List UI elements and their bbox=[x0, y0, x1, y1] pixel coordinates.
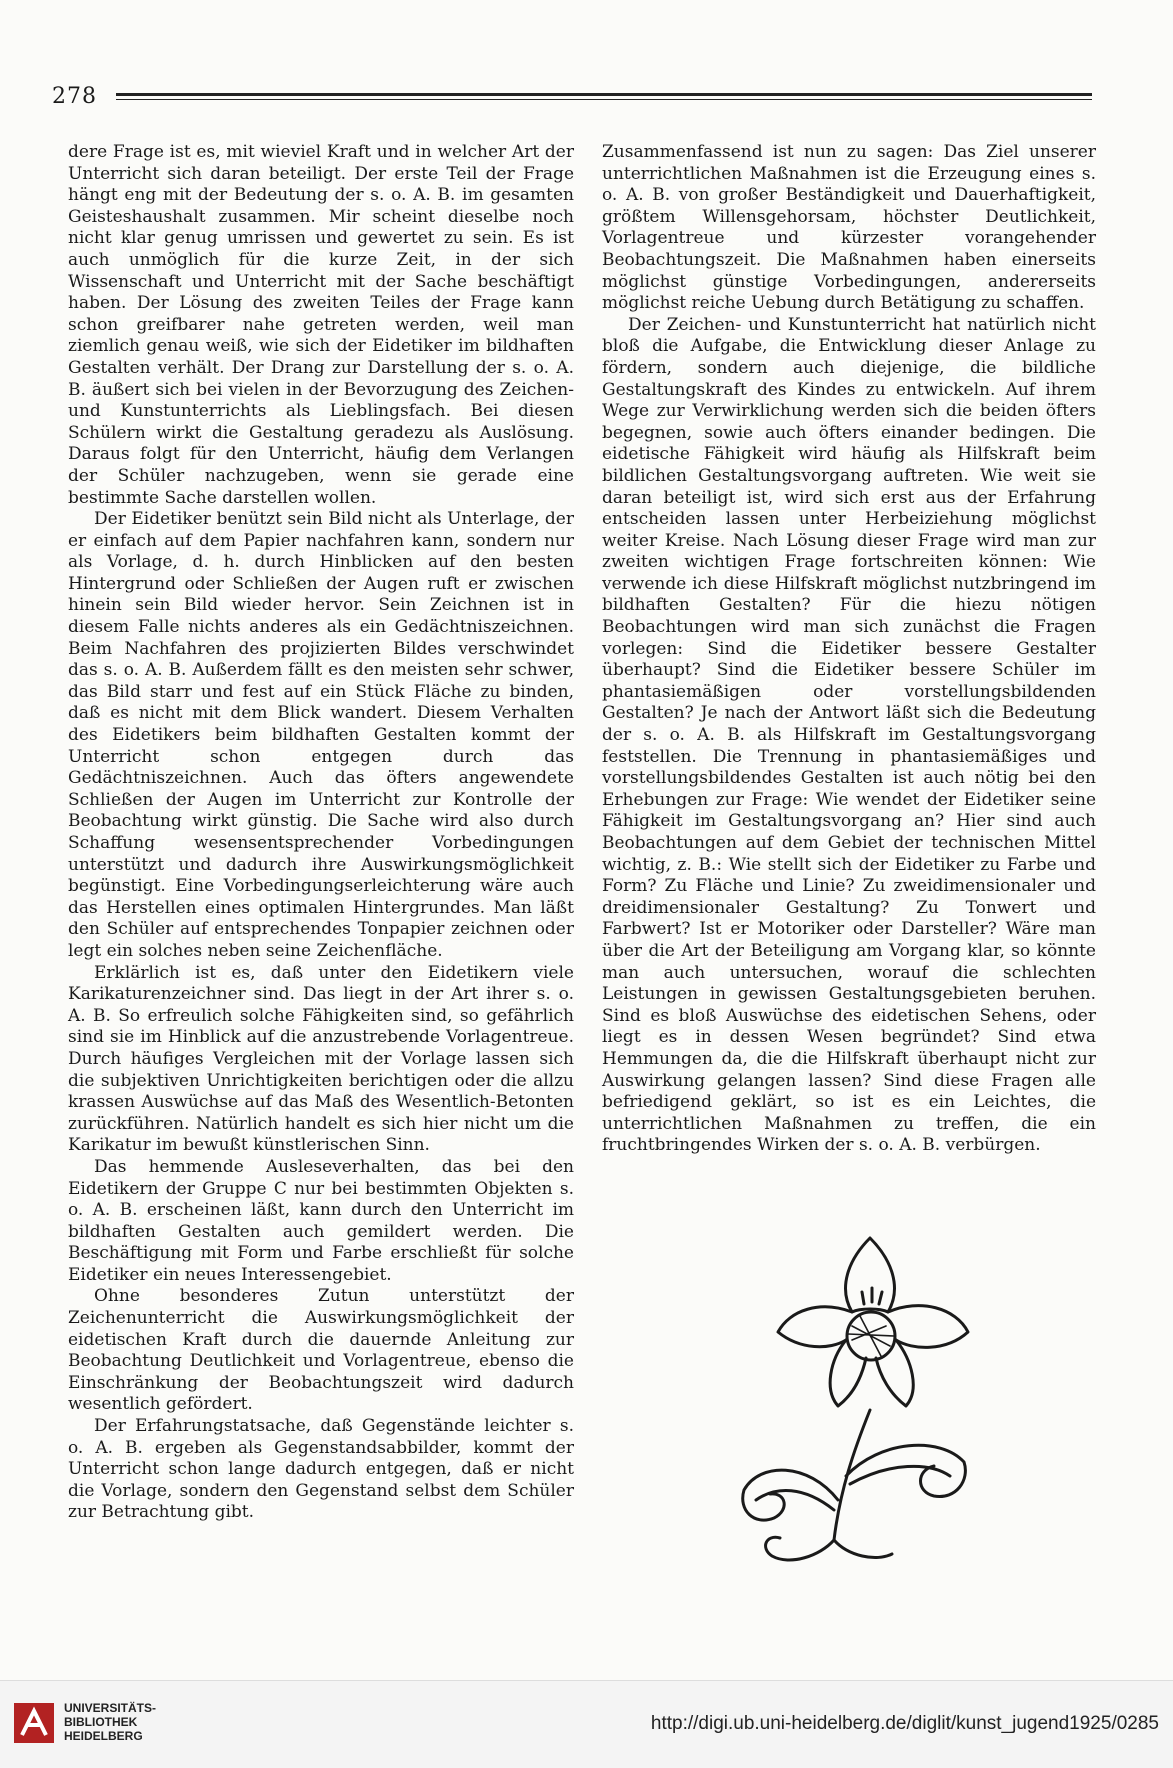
flower-drawing-icon bbox=[720, 1200, 1020, 1580]
paragraph: Ohne besonderes Zutun unterstützt der Zeichenunterricht die Auswirkungsmöglichkeit der eidetischen Kraft durch die dauernde Anleitung zur Beobachtung Deutlichkeit und Vorlagentreue, ebenso die Einschränkung der Beobachtungszeit wird dadurch wesentlich gefördert. bbox=[68, 1286, 574, 1415]
library-name-line: UNIVERSITÄTS- bbox=[64, 1701, 157, 1715]
page-number: 278 bbox=[52, 84, 97, 109]
library-logo-icon bbox=[12, 1701, 56, 1745]
paragraph: dere Frage ist es, mit wieviel Kraft und in welcher Art der Unterricht sich daran beteiligt. Der erste Teil der Frage hängt eng mit der Bedeutung der s. o. A. B. im gesamten Geisteshaushalt zusammen. Mir scheint dieselbe noch nicht klar genug umrissen und gewertet zu sein. Es ist auch unmöglich für die kurze Zeit, in der sich Wissenschaft und Unterricht mit der Sache beschäftigt haben. Der Lösung des zweiten Teiles der Frage kann schon greifbarer nahe getreten werden, weil man ziemlich genau weiß, wie sich der Eidetiker im bildhaften Gestalten verhält. Der Drang zur Darstellung der s. o. A. B. äußert sich bei vielen in der Bevorzugung des Zeichen- und Kunstunterrichts als Lieblingsfach. Bei diesen Schülern wirkt die Gestaltung geradezu als Auslösung. Daraus folgt für den Unterricht, häufig dem Verlangen der Schüler nachzugeben, wenn sie gerade eine bestimmte Sache darstellen wollen. bbox=[68, 142, 574, 508]
right-column bbox=[602, 142, 1096, 1157]
page-header bbox=[52, 84, 1092, 114]
paragraph: Erklärlich ist es, daß unter den Eidetikern viele Karikaturenzeichner sind. Das liegt in der Art ihrer s. o. A. B. So erfreulich solche Fähigkeiten sind, so gefährlich sind sie im Hinblick auf die anzustrebende Vorlagentreue. Durch häufiges Vergleichen mit der Vorlage lassen sich die subjektiven Unrichtigkeiten berichtigen oder die allzu krassen Auswüchse auf das Maß des Wesentlich-Betonten zurückführen. Natürlich handelt es sich hier nicht um die Karikatur im bewußt künstlerischen Sinn. bbox=[68, 962, 574, 1156]
library-name-line: BIBLIOTHEK bbox=[64, 1715, 138, 1729]
paragraph: Zusammenfassend ist nun zu sagen: Das Ziel unserer unterrichtlichen Maßnahmen ist die Erzeugung eines s. o. A. B. von großer Beständigkeit und Dauerhaftigkeit, größtem Willensgehorsam, höchster Deutlichkeit, Vorlagentreue und kürzester vorangehender Beobachtungszeit. Die Maßnahmen haben einerseits möglichst günstige Vorbedingungen, andererseits möglichst reiche Uebung durch Betätigung zu schaffen. bbox=[602, 142, 1096, 314]
header-rule bbox=[116, 93, 1092, 100]
paragraph: Das hemmende Ausleseverhalten, das bei den Eidetikern der Gruppe C nur bei bestimmten Objekten s. o. A. B. erscheinen läßt, kann durch den Unterricht im bildhaften Gestalten auch gemildert werden. Die Beschäftigung mit Form und Farbe erschließt für solche Eidetiker ein neues Interessengebiet. bbox=[68, 1156, 574, 1285]
paragraph: Der Zeichen- und Kunstunterricht hat natürlich nicht bloß die Aufgabe, die Entwicklung dieser Anlage zu fördern, sondern auch diejenige, die bildliche Gestaltungskraft des Kindes zu entwickeln. Auf ihrem Wege zur Verwirklichung werden sich die beiden öfters begegnen, sowie auch öfters einander bedingen. Die eidetische Fähigkeit wird häufig als Hilfskraft beim bildlichen Gestaltungsvorgang auftreten. Wie weit sie daran beteiligt ist, wird sich erst aus der Erfahrung entscheiden lassen unter Herbeiziehung möglichst weiter Kreise. Nach Lösung dieser Frage wird man zur zweiten wichtigen Frage fortschreiten können: Wie verwende ich diese Hilfskraft möglichst nutzbringend im bildhaften Gestalten? Für die hiezu nötigen Beobachtungen wird man sich zunächst die Fragen vorlegen: Sind die Eidetiker bessere Gestalter überhaupt? Sind die Eidetiker bessere Schüler im phantasiemäßigen oder vorstellungsbildenden Gestalten? Je nach der Antwort läßt sich die Bedeutung der s. o. A. B. als Hilfskraft im Gestaltungsvorgang feststellen. Die Trennung in phantasiemäßiges und vorstellungsbildendes Gestalten ist auch nötig bei den Erhebungen zur Frage: Wie wendet der Eidetiker seine Fähigkeit im Gestaltungsvorgang an? Hier sind auch Beobachtungen auf dem Gebiet der technischen Mittel wichtig, z. B.: Wie stellt sich der Eidetiker zu Farbe und Form? Zu Fläche und Linie? Zu zweidimensionaler und dreidimensionaler Gestaltung? Zu Tonwert und Farbwert? Ist er Motoriker oder Darsteller? Wäre man über die Art der Beteiligung am Vorgang klar, so könnte man auch untersuchen, worauf die schlechten Leistungen in gewissen Gestaltungsgebieten beruhen. Sind es bloß Auswüchse des eidetischen Sehens, oder liegt es in dessen Wesen begründet? Sind etwa Hemmungen da, die die Hilfskraft überhaupt nicht zur Auswirkung gelangen lassen? Sind diese Fragen alle befriedigend geklärt, so ist es ein Leichtes, die unterrichtlichen Maßnahmen zu treffen, die ein fruchtbringendes Wirken der s. o. A. B. verbürgen. bbox=[602, 314, 1096, 1156]
library-name-line: HEIDELBERG bbox=[64, 1729, 143, 1743]
footer-bar bbox=[0, 1680, 1173, 1768]
paragraph: Der Erfahrungstatsache, daß Gegenstände leichter s. o. A. B. ergeben als Gegenstandsabbilder, kommt der Unterricht schon lange dadurch entgegen, daß er nicht die Vorlage, sondern den Gegenstand selbst dem Schüler zur Betrachtung gibt. bbox=[68, 1416, 574, 1523]
paragraph: Der Eidetiker benützt sein Bild nicht als Unterlage, der er einfach auf dem Papier nachfahren kann, sondern nur als Vorlage, d. h. durch Hinblicken auf den besten Hintergrund oder Schließen der Augen ruft er zwischen hinein sein Bild wieder hervor. Sein Zeichnen ist in diesem Falle nichts anderes als ein Gedächtniszeichnen. Beim Nachfahren des projizierten Bildes verschwindet das s. o. A. B. Außerdem fällt es den meisten sehr schwer, das Bild starr und fest auf ein Stück Fläche zu binden, daß es nicht mit dem Blick wandert. Diesem Verhalten des Eidetikers beim bildhaften Gestalten kommt der Unterricht schon entgegen durch das Gedächtniszeichnen. Auch das öfters angewendete Schließen der Augen im Unterricht zur Kontrolle der Beobachtung wirkt günstig. Die Sache wird also durch Schaffung wesensentsprechender Vorbedingungen unterstützt und dadurch ihre Auswirkungsmöglichkeit begünstigt. Eine Vorbedingungserleichterung wäre auch das Herstellen eines optimalen Hintergrundes. Man läßt den Schüler auf entsprechendes Tonpapier zeichnen oder legt ein solches neben seine Zeichenfläche. bbox=[68, 509, 574, 961]
library-name bbox=[64, 1701, 156, 1743]
source-url-link[interactable]: http://digi.ub.uni-heidelberg.de/diglit/kunst_jugend1925/0285 bbox=[650, 1713, 1159, 1734]
left-column bbox=[68, 142, 574, 1524]
